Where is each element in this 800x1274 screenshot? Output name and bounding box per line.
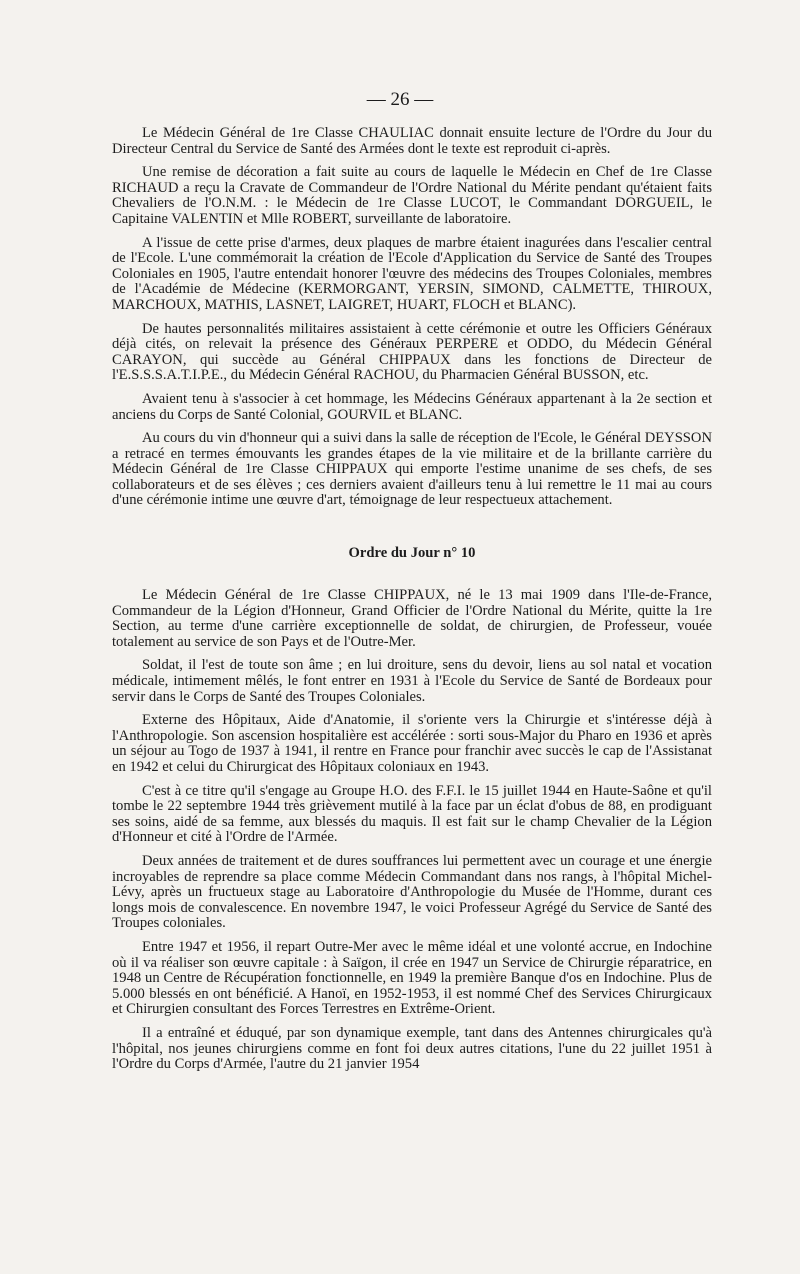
paragraph: De hautes personnalités militaires assistaient à cette cérémonie et outre les Officiers Généraux déjà cités, on relevait la présence des Généraux PERPERE et ODDO, du Médecin Général CARAYON, qui succède au Général CHIPPAUX dans les fonctions de Directeur de l'E.S.S.S.A.T.I.P.E., du Médecin Général RACHOU, du Pharmacien Général BUSSON, etc. xyxy=(112,320,712,384)
section-title: Ordre du Jour n° 10 xyxy=(348,545,476,562)
paragraph: Avaient tenu à s'associer à cet hommage, les Médecins Généraux appartenant à la 2e section et anciens du Corps de Santé Colonial, GOURVIL et BLANC. xyxy=(112,390,712,423)
paragraph: Le Médecin Général de 1re Classe CHAULIAC donnait ensuite lecture de l'Ordre du Jour du Directeur Central du Service de Santé des Armées dont le texte est reproduit ci-après. xyxy=(112,125,712,157)
paragraph: Il a entraîné et éduqué, par son dynamique exemple, tant dans des Antennes chirurgicales qu'à l'hôpital, nos jeunes chirurgiens comme en font foi deux autres citations, l'une du 22 juillet 1951 à l'Ordre du Corps d'Armée, l'autre du 21 janvier 1954 xyxy=(112,1024,712,1073)
paragraph: A l'issue de cette prise d'armes, deux plaques de marbre étaient inagurées dans l'escalier central de l'Ecole. L'une commémorait la création de l'Ecole d'Application du Service de Santé des Troupes Coloniales en 1905, l'autre entendait honorer l'œuvre des médecins des Troupes Coloniales, membres de l'Académie de Médecine (KERMORGANT, YERSIN, SIMOND, CALMETTE, THIROUX, MARCHOUX, MATHIS, LASNET, LAIGRET, HUART, FLOCH et BLANC). xyxy=(112,234,712,313)
paragraph: Externe des Hôpitaux, Aide d'Anatomie, il s'oriente vers la Chirurgie et s'intéresse déjà à l'Anthropologie. Son ascension hospitalière est accélérée : sorti sous-Major du Pharo en 1936 et après un séjour au Togo de 1937 à 1941, il rentre en France pour franchir avec succès le cap de l'Assistanat en 1942 et celui du Chirurgicat des Hôpitaux coloniaux en 1943. xyxy=(112,712,712,775)
paragraph: Le Médecin Général de 1re Classe CHIPPAUX, né le 13 mai 1909 dans l'Ile-de-France, Commandeur de la Légion d'Honneur, Grand Officier de l'Ordre National du Mérite, quitte la 1re Section, au terme d'une carrière exceptionnelle de soldat, de chirurgien, de Professeur, vouée totalement au service de son Pays et de l'Outre-Mer. xyxy=(112,587,712,650)
paragraph: Au cours du vin d'honneur qui a suivi dans la salle de réception de l'Ecole, le Général DEYSSON a retracé en termes émouvants les grandes étapes de la vie militaire et de la brillante carrière du Médecin Général de 1re Classe CHIPPAUX qui emporte l'estime unanime de ses chefs, de ses collaborateurs et de ses élèves ; ces derniers avaient d'ailleurs tenu à lui remettre le 11 mai au cours d'une cérémonie intime une œuvre d'art, témoignage de leur respectueux attachement. xyxy=(112,430,712,509)
paragraph: Deux années de traitement et de dures souffrances lui permettent avec un courage et une énergie incroyables de reprendre sa place comme Médecin Commandant dans nos rangs, à l'hôpital Michel-Lévy, après un fructueux stage au Laboratoire d'Anthropologie du Musée de l'Homme, durant ces longs mois de convalescence. En novembre 1947, le voici Professeur Agrégé du Service de Santé des Troupes coloniales. xyxy=(112,852,712,932)
paragraph: Une remise de décoration a fait suite au cours de laquelle le Médecin en Chef de 1re Classe RICHAUD a reçu la Cravate de Commandeur de l'Ordre National du Mérite pendant qu'étaient faits Chevaliers de l'O.N.M. : le Médecin de 1re Classe LUCOT, le Commandant DORGUEIL, le Capitaine VALENTIN et Mlle ROBERT, surveillante de laboratoire. xyxy=(112,164,712,227)
page-number: — 26 — xyxy=(366,89,434,110)
paragraph: Soldat, il l'est de toute son âme ; en lui droiture, sens du devoir, liens au sol natal et vocation médicale, intimement mêlés, le font entrer en 1931 à l'Ecole du Service de Santé de Bordeaux pour servir dans le Corps de Santé des Troupes Coloniales. xyxy=(112,657,712,705)
paragraph: C'est à ce titre qu'il s'engage au Groupe H.O. des F.F.I. le 15 juillet 1944 en Haute-Saône et qu'il tombe le 22 septembre 1944 très grièvement mutilé à la face par un éclat d'obus de 88, en prodiguant ses soins, aidé de sa femme, aux blessés du maquis. Il est fait sur le champ Chevalier de la Légion d'Honneur et cité à l'Ordre de l'Armée. xyxy=(112,782,712,846)
paragraph: Entre 1947 et 1956, il repart Outre-Mer avec le même idéal et une volonté accrue, en Indochine où il va réaliser son œuvre capitale : à Saïgon, il crée en 1947 un Service de Chirurgie réparatrice, en 1948 un Centre de Récupération fonctionnelle, en 1949 la première Banque d'os en Indochine. Plus de 5.000 blessés en ont bénéficié. A Hanoï, en 1952-1953, il est nommé Chef des Services Chirurgicaux et Chirurgien consultant des Forces Terrestres en Extrême-Orient. xyxy=(112,938,712,1018)
intro-text-block xyxy=(112,126,712,1081)
